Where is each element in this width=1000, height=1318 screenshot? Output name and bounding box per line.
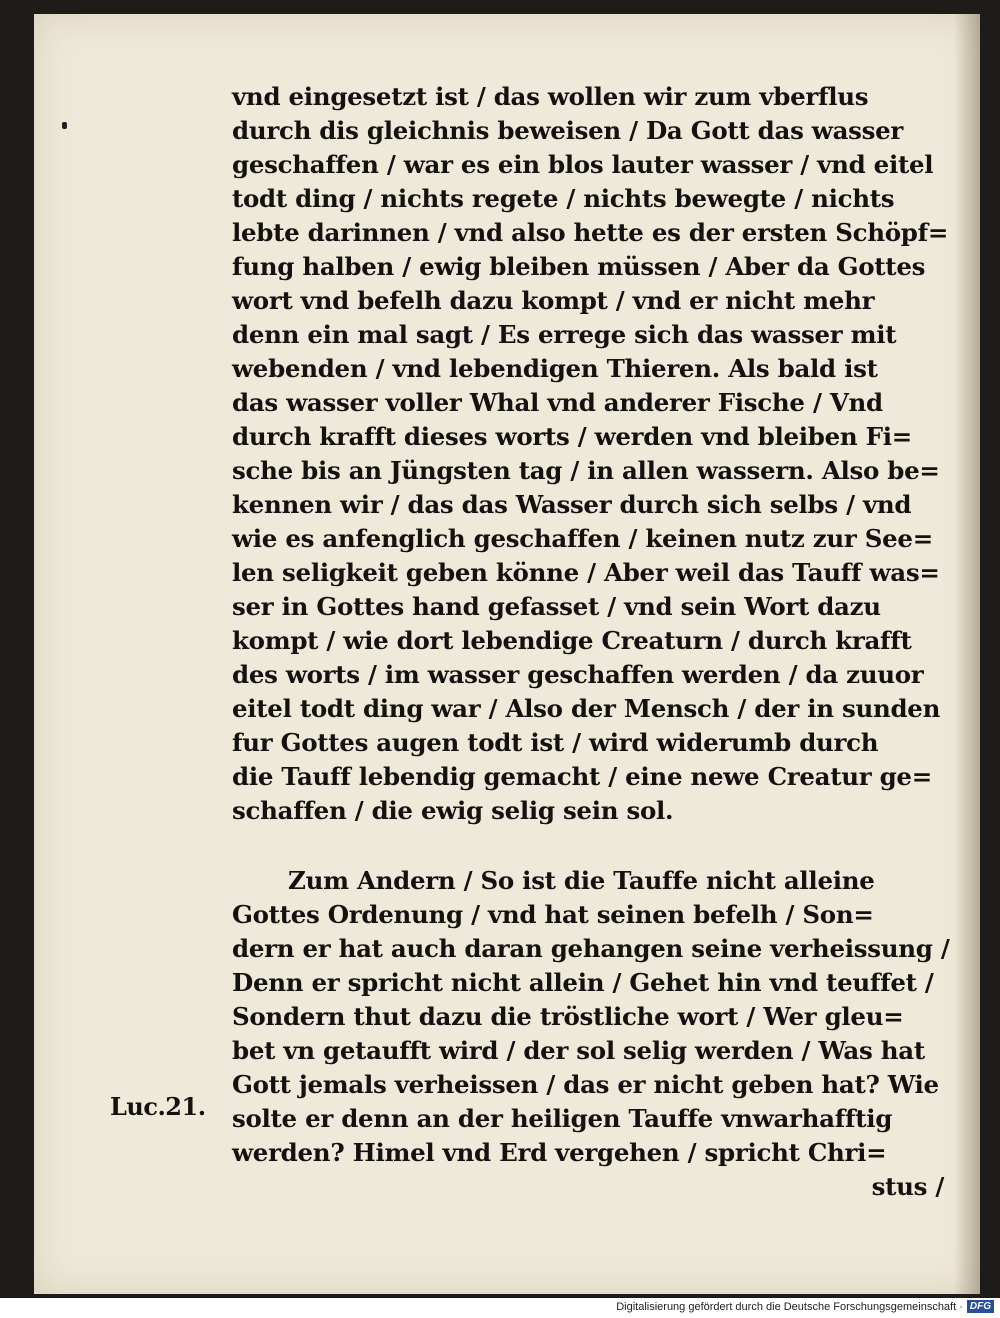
text-line: webenden / vnd lebendigen Thieren. Als bald ist xyxy=(232,354,878,383)
ink-mark xyxy=(62,122,67,129)
text-line: sche bis an Jüngsten tag / in allen wassern. Also be= xyxy=(232,456,940,485)
text-line: das wasser voller Whal vnd anderer Fische / Vnd xyxy=(232,388,883,417)
text-line: bet vn getaufft wird / der sol selig werden / Was hat xyxy=(232,1036,925,1065)
body-text xyxy=(232,80,950,1204)
paragraph-gap xyxy=(232,828,944,864)
text-line: Denn er spricht nicht allein / Gehet hin vnd teuffet / xyxy=(232,968,934,997)
text-line: solte er denn an der heiligen Tauffe vnwarhafftig xyxy=(232,1104,893,1133)
digitization-credit xyxy=(616,1300,994,1313)
marginal-note: Luc.21. xyxy=(110,1092,206,1121)
text-line: todt ding / nichts regete / nichts bewegte / nichts xyxy=(232,184,895,213)
text-line: des worts / im wasser geschaffen werden / da zuuor xyxy=(232,660,924,689)
text-line: fung halben / ewig bleiben müssen / Aber da Gottes xyxy=(232,252,926,281)
text-line: len seligkeit geben könne / Aber weil das Tauff was= xyxy=(232,558,940,587)
text-line: eitel todt ding war / Also der Mensch / der in sunden xyxy=(232,694,941,723)
text-line: dern er hat auch daran gehangen seine verheissung / xyxy=(232,934,950,963)
catchword: stus / xyxy=(871,1172,944,1201)
text-line: lebte darinnen / vnd also hette es der ersten Schöpf= xyxy=(232,218,949,247)
text-line: kompt / wie dort lebendige Creaturn / durch krafft xyxy=(232,626,912,655)
text-line: schaffen / die ewig selig sein sol. xyxy=(232,796,674,825)
text-line: werden? Himel vnd Erd vergehen / spricht Chri= xyxy=(232,1138,887,1167)
text-line: geschaffen / war es ein blos lauter wasser / vnd eitel xyxy=(232,150,934,179)
text-line: Gottes Ordenung / vnd hat seinen befelh / Son= xyxy=(232,900,874,929)
text-line: fur Gottes augen todt ist / wird widerumb durch xyxy=(232,728,879,757)
text-line: Sondern thut dazu die tröstliche wort / Wer gleu= xyxy=(232,1002,904,1031)
text-line: wie es anfenglich geschaffen / keinen nutz zur See= xyxy=(232,524,933,553)
book-page xyxy=(34,14,980,1294)
text-line: durch dis gleichnis beweisen / Da Gott das wasser xyxy=(232,116,904,145)
text-line: die Tauff lebendig gemacht / eine newe Creatur ge= xyxy=(232,762,932,791)
text-line: Gott jemals verheissen / das er nicht geben hat? Wie xyxy=(232,1070,939,1099)
text-line: ser in Gottes hand gefasset / vnd sein Wort dazu xyxy=(232,592,881,621)
text-line: durch krafft dieses worts / werden vnd bleiben Fi= xyxy=(232,422,912,451)
text-line: denn ein mal sagt / Es errege sich das wasser mit xyxy=(232,320,897,349)
credit-text: Digitalisierung gefördert durch die Deutsche Forschungsgemeinschaft · xyxy=(616,1300,963,1313)
text-line: kennen wir / das das Wasser durch sich selbs / vnd xyxy=(232,490,912,519)
text-line: Zum Andern / So ist die Tauffe nicht alleine xyxy=(288,866,875,895)
dfg-logo: DFG xyxy=(967,1300,994,1313)
text-line: vnd eingesetzt ist / das wollen wir zum vberflus xyxy=(232,82,869,111)
text-line: wort vnd befelh dazu kompt / vnd er nicht mehr xyxy=(232,286,875,315)
